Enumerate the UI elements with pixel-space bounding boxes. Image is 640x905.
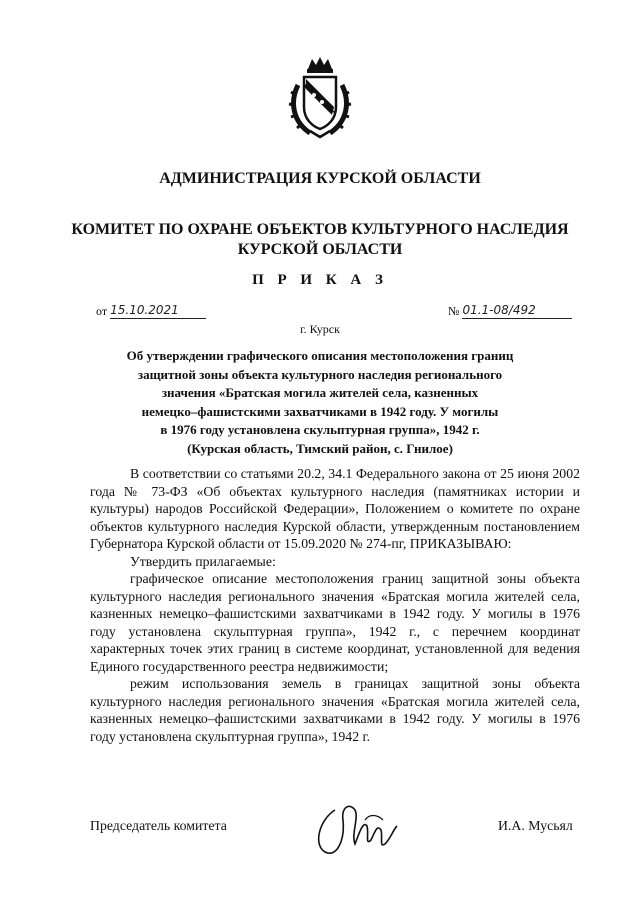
order-subject	[0, 347, 640, 458]
subject-line: немецко–фашистскими захватчиками в 1942 году. У могилы	[141, 403, 499, 419]
body-paragraph: Утвердить прилагаемые:	[130, 553, 276, 569]
date-field	[96, 303, 206, 319]
committee-title	[0, 220, 640, 260]
number-underline	[462, 303, 572, 319]
order-body	[90, 465, 580, 745]
body-paragraph: графическое описание местоположения границ защитной зоны объекта культурного наследия регионального значения «Братская могила жителей села, казненных немецко–фашистскими захватчиками в 1942 году. У могилы в 1976 году установлена скульптурная группа», 1942 г., с перечнем координат характерных точек этих границ в системе координат, установленной для ведения Единого государственного реестра недвижимости;	[90, 571, 580, 674]
committee-title-line2: КУРСКОЙ ОБЛАСТИ	[237, 241, 403, 258]
subject-line: (Курская область, Тимский район, с. Гнилое)	[187, 440, 453, 456]
subject-line: значения «Братская могила жителей села, казненных	[161, 385, 479, 400]
signatory-name: И.А. Мусьял	[498, 818, 573, 833]
coat-of-arms-icon	[288, 55, 352, 139]
handwritten-signature-icon	[305, 790, 405, 870]
date-prefix: от	[96, 304, 108, 318]
number-prefix: №	[448, 304, 460, 318]
city-label: г. Курск	[300, 322, 340, 336]
number-field	[448, 303, 572, 319]
body-paragraph: В соответствии со статьями 20.2, 34.1 Федерального закона от 25 июня 2002 года № 73-ФЗ «Об объектах культурного наследия (памятниках истории и культуры) народов Российской Федерации», Положением о комитете по охране объектов культурного наследия Курской области, утвержденным постановлением Губернатора Курской области от 15.09.2020 № 274-пг, ПРИКАЗЫВАЮ:	[90, 466, 580, 551]
signatory-title: Председатель комитета	[90, 818, 227, 833]
subject-line: защитной зоны объекта культурного наследия регионального	[137, 366, 503, 382]
document-type: П Р И К А З	[252, 272, 388, 288]
date-underline	[110, 303, 206, 319]
committee-title-line1: КОМИТЕТ ПО ОХРАНЕ ОБЪЕКТОВ КУЛЬТУРНОГО НАСЛЕДИЯ	[71, 221, 569, 238]
date-value: 15.10.2021	[110, 303, 179, 317]
subject-line: в 1976 году установлена скульптурная группа», 1942 г.	[160, 422, 480, 437]
body-paragraph: режим использования земель в границах защитной зоны объекта культурного наследия регионального значения «Братская могила жителей села, казненных немецко–фашистскими захватчиками в 1942 году. У могилы в 1976 году установлена скульптурная группа», 1942 г.	[90, 676, 580, 744]
subject-line: Об утверждении графического описания местоположения границ	[126, 348, 514, 363]
number-value: 01.1-08/492	[462, 303, 536, 317]
administration-title: АДМИНИСТРАЦИЯ КУРСКОЙ ОБЛАСТИ	[159, 170, 481, 187]
